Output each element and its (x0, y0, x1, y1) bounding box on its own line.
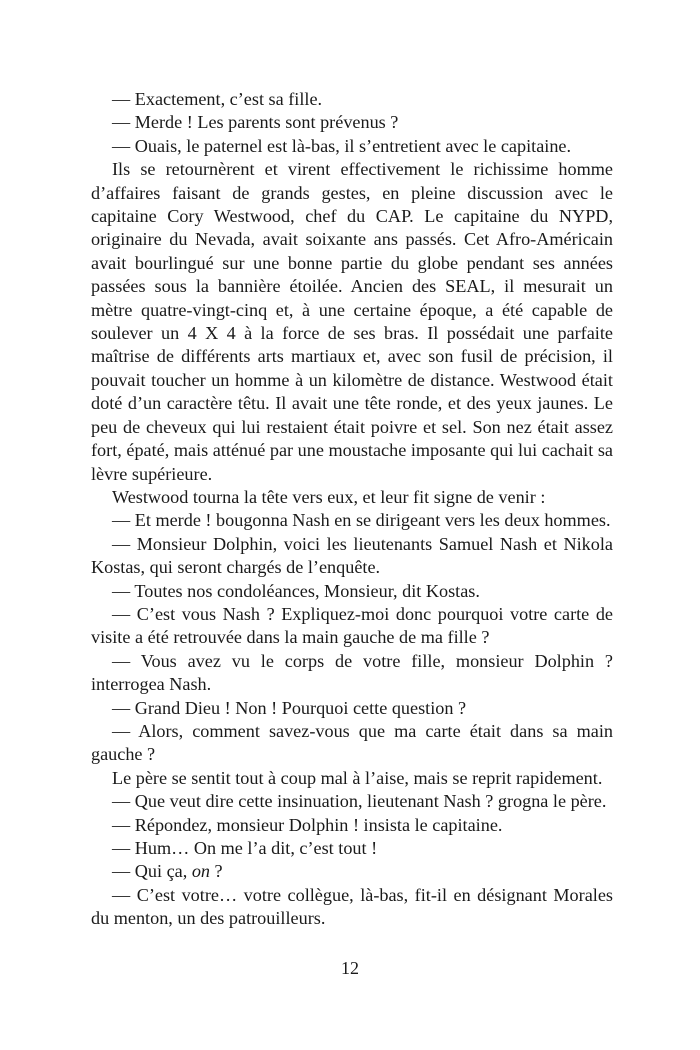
paragraph-7: — Monsieur Dolphin, voici les lieutenants Samuel Nash et Nikola Kostas, qui seront chargés de l’enquête. (91, 533, 613, 578)
qui-ca-after: ? (210, 861, 223, 882)
paragraph-9: — C’est vous Nash ? Expliquez-moi donc pourquoi votre carte de visite a été retrouvée dans la main gauche de ma fille ? (91, 603, 613, 648)
paragraph-5: Westwood tourna la tête vers eux, et leur fit signe de venir : (112, 486, 546, 507)
qui-ca-before: — Qui ça, (112, 861, 192, 882)
paragraph-4: Ils se retournèrent et virent effectivement le richissime homme d’affaires faisant de grands gestes, en pleine discussion avec le capitaine Cory Westwood, chef du CAP. Le capitaine du NYPD, originaire du Nevada, avait soixante ans passés. Cet Afro-Américain avait bourlingué sur une bonne partie du globe pendant ses années passées sous la bannière étoilée. Ancien des SEAL, il mesurait un mètre quatre-vingt-cinq et, à une certaine époque, a été capable de soulever un 4 X 4 à la force de ses bras. Il possédait une parfaite maîtrise de différents arts martiaux et, avec son fusil de précision, il pouvait toucher un homme à un kilomètre de distance. Westwood était doté d’un caractère têtu. Il avait une tête ronde, et des yeux jaunes. Le peu de cheveux qui lui restaient était poivre et sel. Son nez était assez fort, épaté, mais atténué par une moustache imposante qui lui cachait sa lèvre supérieure. (91, 159, 613, 484)
paragraph-18: — C’est votre… votre collègue, là-bas, fit-il en désignant Morales du menton, un des patrouilleurs. (91, 884, 613, 929)
paragraph-13: Le père se sentit tout à coup mal à l’aise, mais se reprit rapidement. (112, 767, 603, 788)
paragraph-17 (91, 860, 613, 883)
paragraph-12: — Alors, comment savez-vous que ma carte était dans sa main gauche ? (91, 720, 613, 765)
paragraph-11: — Grand Dieu ! Non ! Pourquoi cette question ? (112, 697, 467, 718)
paragraph-1: — Exactement, c’est sa fille. (112, 89, 323, 109)
qui-ca-italic: on (191, 861, 210, 882)
paragraph-3: — Ouais, le paternel est là-bas, il s’entretient avec le capitaine. (112, 135, 572, 156)
paragraph-6: — Et merde ! bougonna Nash en se dirigeant vers les deux hommes. (112, 510, 611, 531)
body-text (91, 88, 613, 931)
page-number: 12 (341, 958, 359, 978)
paragraph-8: — Toutes nos condoléances, Monsieur, dit Kostas. (112, 580, 480, 601)
paragraph-16: — Hum… On me l’a dit, c’est tout ! (112, 838, 378, 858)
paragraph-10: — Vous avez vu le corps de votre fille, monsieur Dolphin ? interrogea Nash. (91, 650, 613, 695)
paragraph-14: — Que veut dire cette insinuation, lieutenant Nash ? grogna le père. (112, 791, 607, 812)
paragraph-2: — Merde ! Les parents sont prévenus ? (112, 112, 399, 133)
paragraph-15: — Répondez, monsieur Dolphin ! insista le capitaine. (112, 814, 503, 835)
